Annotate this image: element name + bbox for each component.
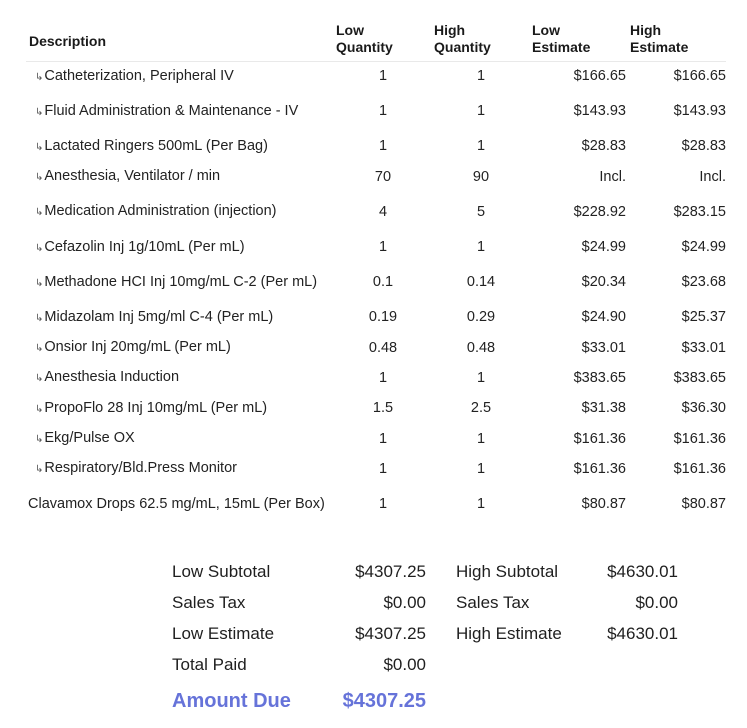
item-high-estimate: $28.83 xyxy=(681,138,726,155)
item-low-estimate: $31.38 xyxy=(581,400,626,417)
table-row xyxy=(26,394,726,424)
item-high-estimate: Incl. xyxy=(699,168,726,185)
item-high-estimate: $24.99 xyxy=(681,239,726,256)
item-description xyxy=(26,484,334,524)
sub-item-arrow-icon: ↳ xyxy=(35,106,44,118)
item-description xyxy=(26,92,334,132)
header-low-quantity-line1: Low xyxy=(336,22,364,38)
item-high-quantity: 1 xyxy=(476,68,486,85)
sub-item-arrow-icon: ↳ xyxy=(35,172,44,184)
header-low-quantity-line2: Quantity xyxy=(336,39,393,55)
item-low-quantity: 1.5 xyxy=(372,400,394,417)
item-high-estimate: $80.87 xyxy=(681,495,726,512)
table-row xyxy=(26,162,726,192)
estimate-table-section xyxy=(26,22,726,524)
table-row xyxy=(26,62,726,92)
header-low-estimate xyxy=(530,22,628,62)
high-subtotal-label: High Subtotal xyxy=(456,562,559,581)
item-description xyxy=(26,394,334,424)
item-description xyxy=(26,132,334,162)
amount-due-label: Amount Due xyxy=(172,690,291,712)
header-high-quantity-line2: Quantity xyxy=(434,39,491,55)
high-estimate-value: $4630.01 xyxy=(607,624,678,643)
sub-item-arrow-icon: ↳ xyxy=(35,312,44,324)
sub-item-arrow-icon: ↳ xyxy=(35,403,44,415)
item-high-quantity: 1 xyxy=(476,138,486,155)
item-low-quantity: 1 xyxy=(378,460,388,477)
low-sales-tax-value: $0.00 xyxy=(383,593,426,612)
low-subtotal-value: $4307.25 xyxy=(355,562,426,581)
sub-item-arrow-icon: ↳ xyxy=(35,141,44,153)
table-row xyxy=(26,192,726,232)
item-low-quantity: 1 xyxy=(378,138,388,155)
estimate-items-table xyxy=(26,22,726,524)
header-high-quantity-line1: High xyxy=(434,22,466,38)
item-low-quantity: 1 xyxy=(378,239,388,256)
header-high-estimate xyxy=(628,22,726,62)
item-description xyxy=(26,424,334,454)
item-low-estimate: $20.34 xyxy=(581,274,626,291)
item-low-estimate: $24.99 xyxy=(581,239,626,256)
item-low-quantity: 0.1 xyxy=(372,274,394,291)
item-description-text: Fluid Administration & Maintenance - IV xyxy=(44,102,299,119)
item-low-estimate: $28.83 xyxy=(581,138,626,155)
item-description-text: Midazolam Inj 5mg/ml C-4 (Per mL) xyxy=(44,308,274,325)
total-paid-row xyxy=(172,649,692,680)
item-low-estimate: Incl. xyxy=(599,168,626,185)
item-high-quantity: 2.5 xyxy=(470,400,492,417)
item-high-estimate: $283.15 xyxy=(673,203,726,220)
item-high-estimate: $166.65 xyxy=(673,68,726,85)
item-high-quantity: 5 xyxy=(476,203,486,220)
item-description xyxy=(26,333,334,363)
item-low-quantity: 1 xyxy=(378,103,388,120)
item-high-quantity: 1 xyxy=(476,460,486,477)
estimate-items-body xyxy=(26,62,726,525)
table-row xyxy=(26,424,726,454)
low-estimate-label: Low Estimate xyxy=(172,624,275,643)
sub-item-arrow-icon: ↳ xyxy=(35,373,44,385)
item-description xyxy=(26,454,334,484)
item-low-estimate: $161.36 xyxy=(573,460,626,477)
header-high-estimate-line2: Estimate xyxy=(630,39,689,55)
item-high-quantity: 0.48 xyxy=(466,339,496,356)
item-low-estimate: $143.93 xyxy=(573,103,626,120)
item-description xyxy=(26,303,334,333)
item-low-estimate: $166.65 xyxy=(573,68,626,85)
table-row xyxy=(26,92,726,132)
sub-item-arrow-icon: ↳ xyxy=(35,277,44,289)
table-row xyxy=(26,303,726,333)
low-subtotal-label: Low Subtotal xyxy=(172,562,271,581)
totals-section xyxy=(172,556,692,719)
item-high-quantity: 0.29 xyxy=(466,309,496,326)
total-paid-value: $0.00 xyxy=(383,655,426,674)
item-description-text: Catheterization, Peripheral IV xyxy=(44,67,234,84)
item-low-estimate: $161.36 xyxy=(573,430,626,447)
item-high-quantity: 0.14 xyxy=(466,274,496,291)
item-description xyxy=(26,62,334,92)
item-high-estimate: $161.36 xyxy=(673,430,726,447)
item-low-quantity: 1 xyxy=(378,68,388,85)
high-estimate-label: High Estimate xyxy=(456,624,562,643)
header-description: Description xyxy=(26,22,334,62)
low-estimate-value: $4307.25 xyxy=(355,624,426,643)
item-high-quantity: 1 xyxy=(476,369,486,386)
item-description-text: Respiratory/Bld.Press Monitor xyxy=(44,460,237,477)
item-description-text: Cefazolin Inj 1g/10mL (Per mL) xyxy=(44,238,245,255)
high-sales-tax-label: Sales Tax xyxy=(456,593,530,612)
low-sales-tax-label: Sales Tax xyxy=(172,593,246,612)
item-description xyxy=(26,192,334,232)
item-high-estimate: $33.01 xyxy=(681,339,726,356)
item-description-text: Lactated Ringers 500mL (Per Bag) xyxy=(44,137,268,154)
item-description xyxy=(26,162,334,192)
item-high-quantity: 1 xyxy=(476,495,486,512)
item-high-quantity: 1 xyxy=(476,430,486,447)
table-row xyxy=(26,263,726,303)
item-high-quantity: 1 xyxy=(476,239,486,256)
sub-item-arrow-icon: ↳ xyxy=(35,464,44,476)
header-low-estimate-line1: Low xyxy=(532,22,560,38)
amount-due-value: $4307.25 xyxy=(342,690,426,712)
item-high-estimate: $23.68 xyxy=(681,274,726,291)
table-row xyxy=(26,484,726,524)
item-description-text: Anesthesia, Ventilator / min xyxy=(44,168,221,185)
item-description-text: PropoFlo 28 Inj 10mg/mL (Per mL) xyxy=(44,399,268,416)
item-low-quantity: 0.19 xyxy=(368,309,398,326)
table-row xyxy=(26,333,726,363)
header-low-quantity xyxy=(334,22,432,62)
item-description-text: Ekg/Pulse OX xyxy=(44,430,135,447)
item-low-estimate: $228.92 xyxy=(573,203,626,220)
item-low-quantity: 1 xyxy=(378,369,388,386)
table-row xyxy=(26,363,726,393)
item-description-text: Anesthesia Induction xyxy=(44,369,180,386)
header-high-estimate-line1: High xyxy=(630,22,662,38)
item-low-estimate: $383.65 xyxy=(573,369,626,386)
item-high-quantity: 1 xyxy=(476,103,486,120)
table-row xyxy=(26,132,726,162)
sub-item-arrow-icon: ↳ xyxy=(35,207,44,219)
item-description xyxy=(26,363,334,393)
header-high-quantity xyxy=(432,22,530,62)
sub-item-arrow-icon: ↳ xyxy=(35,434,44,446)
item-high-estimate: $383.65 xyxy=(673,369,726,386)
estimate-total-row xyxy=(172,618,692,649)
item-low-estimate: $24.90 xyxy=(581,309,626,326)
item-description-text: Onsior Inj 20mg/mL (Per mL) xyxy=(44,339,231,356)
table-row xyxy=(26,454,726,484)
subtotal-row xyxy=(172,556,692,587)
table-header-row xyxy=(26,22,726,62)
item-low-quantity: 1 xyxy=(378,430,388,447)
sub-item-arrow-icon: ↳ xyxy=(35,242,44,254)
item-low-quantity: 1 xyxy=(378,495,388,512)
item-description-text: Medication Administration (injection) xyxy=(44,203,277,220)
item-description xyxy=(26,232,334,262)
item-low-quantity: 70 xyxy=(374,168,392,185)
item-description-text: Methadone HCI Inj 10mg/mL C-2 (Per mL) xyxy=(44,273,318,290)
sub-item-arrow-icon: ↳ xyxy=(35,71,44,83)
sales-tax-row xyxy=(172,587,692,618)
item-high-estimate: $25.37 xyxy=(681,309,726,326)
item-high-estimate: $36.30 xyxy=(681,400,726,417)
item-low-quantity: 4 xyxy=(378,203,388,220)
item-description-text: Clavamox Drops 62.5 mg/mL, 15mL (Per Box) xyxy=(28,495,325,512)
item-description xyxy=(26,263,334,303)
item-low-estimate: $33.01 xyxy=(581,339,626,356)
header-low-estimate-line2: Estimate xyxy=(532,39,591,55)
sub-item-arrow-icon: ↳ xyxy=(35,343,44,355)
amount-due-row xyxy=(172,683,692,719)
item-low-quantity: 0.48 xyxy=(368,339,398,356)
table-row xyxy=(26,232,726,262)
total-paid-label: Total Paid xyxy=(172,655,247,674)
item-high-quantity: 90 xyxy=(472,168,490,185)
item-high-estimate: $143.93 xyxy=(673,103,726,120)
high-sales-tax-value: $0.00 xyxy=(635,593,678,612)
item-low-estimate: $80.87 xyxy=(581,495,626,512)
item-high-estimate: $161.36 xyxy=(673,460,726,477)
high-subtotal-value: $4630.01 xyxy=(607,562,678,581)
